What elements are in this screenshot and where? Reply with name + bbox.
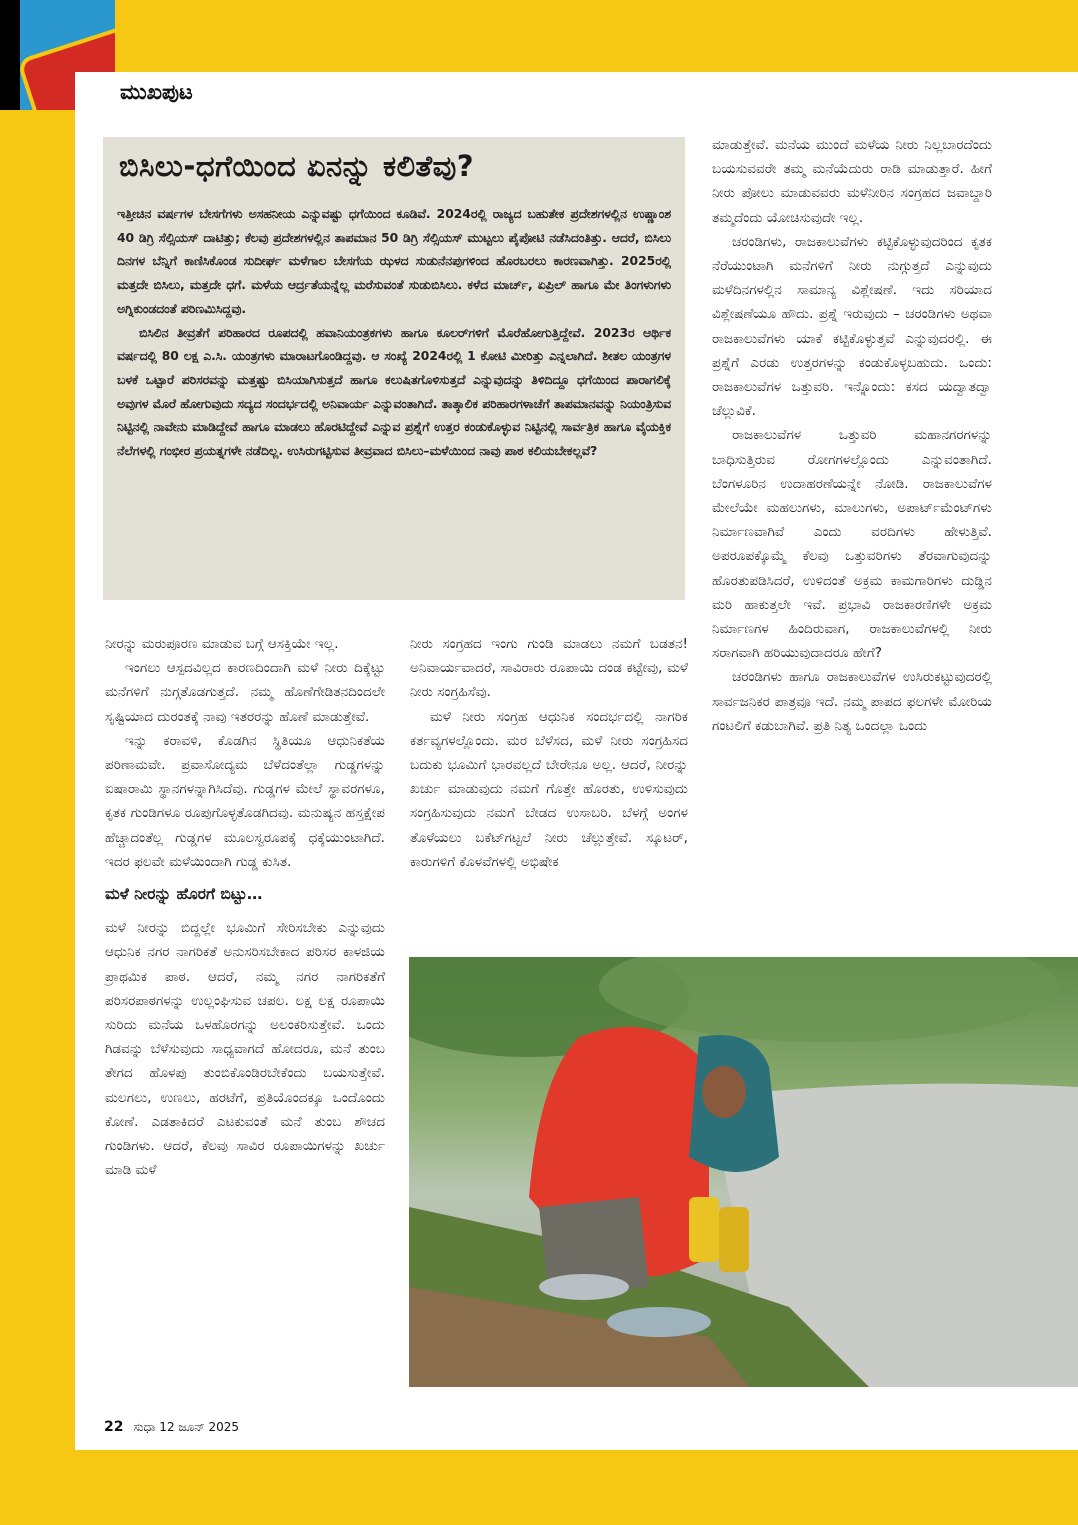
paragraph: ಮಳೆ ನೀರು ಸಂಗ್ರಹ ಆಧುನಿಕ ಸಂದರ್ಭದಲ್ಲಿ ನಾಗರಿಕ ಕರ್ತವ್ಯಗಳಲ್ಲೊಂದು. ಮರ ಬೆಳೆಸದ, ಮಳೆ ನೀರು ಸಂಗ್ರಹಿಸದ ಬದುಕು ಭೂಮಿಗೆ ಭಾರವಲ್ಲದೆ ಬೇರೇನೂ ಅಲ್ಲ. ಆದರೆ, ನೀರನ್ನು ಖರ್ಚು ಮಾಡುವುದು ನಮಗೆ ಗೊತ್ತೇ ಹೊರತು, ಉಳಿಸುವುದು ಸಂಗ್ರಹಿಸುವುದು ನಮಗೆ ಬೇಡದ ಉಸಾಬರಿ. ಬೆಳಗ್ಗೆ ಅಂಗಳ ತೊಳೆಯಲು ಬಕೆಟ್‌ಗಟ್ಟಲೆ ನೀರು ಚೆಲ್ಲುತ್ತೇವೆ. ಸ್ಕೂಟರ್, ಕಾರುಗಳಿಗೆ ಕೊಳವೆಗಳಲ್ಲಿ ಅಭಿಷೇಕ <box>410 708 688 870</box>
highlight-box <box>103 137 685 600</box>
column-3 <box>712 133 992 738</box>
issue-info: ಸುಧಾ 12 ಜೂನ್ 2025 <box>133 1420 240 1434</box>
children-in-rain-photo <box>409 957 1078 1387</box>
paragraph: ಇಂಗಲು ಆಸ್ಪದವಿಲ್ಲದ ಕಾರಣದಿಂದಾಗಿ ಮಳೆ ನೀರು ದಿಕ್ಕೆಟ್ಟು ಮನೆಗಳಿಗೆ ನುಗ್ಗತೊಡಗುತ್ತದೆ. ನಮ್ಮ ಹೊಣೆಗೇಡಿತನದಿಂದಲೇ ಸೃಷ್ಟಿಯಾದ ದುರಂತಕ್ಕೆ ನಾವು ಇತರರನ್ನು ಹೊಣೆ ಮಾಡುತ್ತೇವೆ. <box>105 660 385 725</box>
page-footer <box>104 1419 239 1435</box>
paragraph: ಇನ್ನು ಕರಾವಳಿ, ಕೊಡಗಿನ ಸ್ಥಿತಿಯೂ ಆಧುನಿಕತೆಯ ಪರಿಣಾಮವೇ. ಪ್ರವಾಸೋದ್ಯಮ ಬೆಳೆದಂತೆಲ್ಲಾ ಗುಡ್ಡಗಳನ್ನು ಐಷಾರಾಮಿ ಸ್ಥಾನಗಳನ್ನಾಗಿಸಿದೆವು. ಗುಡ್ಡಗಳ ಮೇಲೆ ಸ್ಥಾವರಗಳೂ, ಕೃತಕ ಗುಂಡಿಗಳೂ ರೂಪುಗೊಳ್ಳತೊಡಗಿದವು. ಮನುಷ್ಯನ ಹಸ್ತಕ್ಷೇಪ ಹೆಚ್ಚಾದಂತೆಲ್ಲ ಗುಡ್ಡಗಳ ಮೂಲಸ್ವರೂಪಕ್ಕೆ ಧಕ್ಕೆಯುಂಟಾಗಿದೆ. ಇದರ ಫಲವೇ ಮಳೆಯಿಂದಾಗಿ ಗುಡ್ಡ ಕುಸಿತ. <box>105 732 385 870</box>
paragraph: ನೀರು ಸಂಗ್ರಹದ ಇಂಗು ಗುಂಡಿ ಮಾಡಲು ನಮಗೆ ಬಡತನ! ಅನಿವಾರ್ಯವಾದರೆ, ಸಾವಿರಾರು ರೂಪಾಯಿ ದಂಡ ಕಟ್ಟೇವು, ಮಳೆ ನೀರು ಸಂಗ್ರಹಿಸೆವು. <box>410 636 688 701</box>
paragraph: ಚರಂಡಿಗಳು, ರಾಜಕಾಲುವೆಗಳು ಕಟ್ಟಿಕೊಳ್ಳುವುದರಿಂದ ಕೃತಕ ನೆರೆಯುಂಟಾಗಿ ಮನೆಗಳಿಗೆ ನೀರು ನುಗ್ಗುತ್ತದೆ ಎನ್ನುವುದು ಮಳೆದಿನಗಳಲ್ಲಿನ ಸಾಮಾನ್ಯ ವಿಶ್ಲೇಷಣೆ. ಇದು ಸರಿಯಾದ ವಿಶ್ಲೇಷಣೆಯೂ ಹೌದು. ಪ್ರಶ್ನೆ ಇರುವುದು – ಚರಂಡಿಗಳು ಅಥವಾ ರಾಜಕಾಲುವೆಗಳು ಯಾಕೆ ಕಟ್ಟಿಕೊಳ್ಳುತ್ತವೆ ಎನ್ನುವುದರಲ್ಲಿ. ಈ ಪ್ರಶ್ನೆಗೆ ಎರಡು ಉತ್ತರಗಳನ್ನು ಕಂಡುಕೊಳ್ಳಬಹುದು. ಒಂದು: ರಾಜಕಾಲುವೆಗಳ ಒತ್ತುವರಿ. ಇನ್ನೊಂದು: ಕಸದ ಯದ್ವಾತದ್ವಾ ಚೆಲ್ಲುವಿಕೆ. <box>712 233 992 420</box>
box-paragraph: ಇತ್ತೀಚಿನ ವರ್ಷಗಳ ಬೇಸಗೆಗಳು ಅಸಹನೀಯ ಎನ್ನುವಷ್ಟು ಧಗೆಯಿಂದ ಕೂಡಿವೆ. 2024ರಲ್ಲಿ ರಾಜ್ಯದ ಬಹುತೇಕ ಪ್ರದೇಶಗಳಲ್ಲಿನ ಉಷ್ಣಾಂಶ 40 ಡಿಗ್ರಿ ಸೆಲ್ಸಿಯಸ್ ದಾಟಿತ್ತು; ಕೆಲವು ಪ್ರದೇಶಗಳಲ್ಲಿನ ತಾಪಮಾನ 50 ಡಿಗ್ರಿ ಸೆಲ್ಸಿಯಸ್ ಮುಟ್ಟಲು ಪೈಪೋಟಿ ನಡೆಸಿದಂತಿತ್ತು. ಆದರೆ, ಬಿಸಿಲು ದಿನಗಳ ಬೆನ್ನಿಗೆ ಕಾಣಿಸಿಕೊಂಡ ಸುದೀರ್ಘ ಮಳೆಗಾಲ ಬೇಸಗೆಯ ಝಳದ ಸುಡುನೆನಪುಗಳಿಂದ ಹೊರಬರಲು ಕಾರಣವಾಗಿತ್ತು. 2025ರಲ್ಲಿ ಮತ್ತದೇ ಬಿಸಿಲು, ಮತ್ತದೇ ಧಗೆ. ಮಳೆಯ ಆರ್ದ್ರತೆಯನ್ನೆಲ್ಲ ಮರೆಸುವಂತೆ ಸುಡುಬಿಸಿಲು. ಕಳೆದ ಮಾರ್ಚ್, ಏಪ್ರಿಲ್ ಹಾಗೂ ಮೇ ತಿಂಗಳುಗಳು ಅಗ್ನಿಕುಂಡದಂತೆ ಪರಿಣಮಿಸಿದ್ದವು. <box>117 207 671 316</box>
subheading: ಮಳೆ ನೀರನ್ನು ಹೊರಗೆ ಬಿಟ್ಟು… <box>105 885 263 904</box>
box-paragraph: ಬಿಸಿಲಿನ ತೀವ್ರತೆಗೆ ಪರಿಹಾರದ ರೂಪದಲ್ಲಿ ಹವಾನಿಯಂತ್ರಕಗಳು ಹಾಗೂ ಕೂಲರ್‌ಗಳಿಗೆ ಮೊರೆಹೋಗುತ್ತಿದ್ದೇವೆ. 2023ರ ಆರ್ಥಿಕ ವರ್ಷದಲ್ಲಿ 80 ಲಕ್ಷ ಎ.ಸಿ. ಯಂತ್ರಗಳು ಮಾರಾಟಗೊಂಡಿದ್ದವು. ಆ ಸಂಖ್ಯೆ 2024ರಲ್ಲಿ 1 ಕೋಟಿ ಮೀರಿತ್ತು ಎನ್ನಲಾಗಿದೆ. ಶೀತಲ ಯಂತ್ರಗಳ ಬಳಕೆ ಒಟ್ಟಾರೆ ಪರಿಸರವನ್ನು ಮತ್ತಷ್ಟು ಬಿಸಿಯಾಗಿಸುತ್ತದೆ ಹಾಗೂ ಕಲುಷಿತಗೊಳಿಸುತ್ತದೆ ಎನ್ನುವುದನ್ನು ತಿಳಿದಿದ್ದೂ ಧಗೆಯಿಂದ ಪಾರಾಗಲಿಕ್ಕೆ ಅವುಗಳ ಮೊರೆ ಹೋಗುವುದು ಸದ್ಯದ ಸಂದರ್ಭದಲ್ಲಿ ಅನಿವಾರ್ಯ ಎನ್ನುವಂತಾಗಿದೆ. ತಾತ್ಕಾಲಿಕ ಪರಿಹಾರಗಳಾಚೆಗೆ ತಾಪಮಾನವನ್ನು ನಿಯಂತ್ರಿಸುವ ನಿಟ್ಟಿನಲ್ಲಿ ನಾವೇನು ಮಾಡಿದ್ದೇವೆ ಹಾಗೂ ಮಾಡಲು ಹೊರಟಿದ್ದೇವೆ ಎನ್ನುವ ಪ್ರಶ್ನೆಗೆ ಉತ್ತರ ಕಂಡುಕೊಳ್ಳುವ ನಿಟ್ಟಿನಲ್ಲಿ ಸಾರ್ವತ್ರಿಕ ಹಾಗೂ ವೈಯಕ್ತಿಕ ನೆಲೆಗಳಲ್ಲಿ ಗಂಭೀರ ಪ್ರಯತ್ನಗಳೇ ನಡೆದಿಲ್ಲ. ಉಸಿರುಗಟ್ಟಿಸುವ ತೀವ್ರವಾದ ಬಿಸಿಲು–ಮಳೆಯಿಂದ ನಾವು ಪಾಠ ಕಲಿಯಬೇಕಲ್ಲವೆ? <box>117 325 671 459</box>
paragraph: ಮಳೆ ನೀರನ್ನು ಬಿದ್ದಲ್ಲೇ ಭೂಮಿಗೆ ಸೇರಿಸಬೇಕು ಎನ್ನುವುದು ಆಧುನಿಕ ನಗರ ನಾಗರಿಕತೆ ಅನುಸರಿಸಬೇಕಾದ ಪರಿಸರ ಕಾಳಜಿಯ ಪ್ರಾಥಮಿಕ ಪಾಠ. ಆದರೆ, ನಮ್ಮ ನಗರ ನಾಗರಿಕತೆಗೆ ಪರಿಸರಪಾಠಗಳನ್ನು ಉಲ್ಲಂಘಿಸುವ ಚಪಲ. ಲಕ್ಷ ಲಕ್ಷ ರೂಪಾಯಿ ಸುರಿದು ಮನೆಯ ಒಳಹೊರಗನ್ನು ಅಲಂಕರಿಸುತ್ತೇವೆ. ಒಂದು ಗಿಡವನ್ನು ಬೆಳೆಸುವುದು ಸಾಧ್ಯವಾಗದೆ ಹೋದರೂ, ಮನೆ ತುಂಬ ತೇಗದ ಹೊಳಪು ತುಂಬಿಕೊಂಡಿರಬೇಕೆಂದು ಬಯಸುತ್ತೇವೆ. ಮಲಗಲು, ಉಣಲು, ಹರಟೆಗೆ, ಪ್ರತಿಯೊಂದಕ್ಕೂ ಒಂದೊಂದು ಕೋಣೆ. ಎಡತಾಕಿದರೆ ಎಟಕುವಂತೆ ಮನೆ ತುಂಬ ಶೌಚದ ಗುಂಡಿಗಳು. ಆದರೆ, ಕೆಲವು ಸಾವಿರ ರೂಪಾಯಿಗಳನ್ನು ಖರ್ಚು ಮಾಡಿ ಮಳೆ <box>105 920 385 1179</box>
paragraph: ಚರಂಡಿಗಳು ಹಾಗೂ ರಾಜಕಾಲುವೆಗಳ ಉಸಿರುಕಟ್ಟುವುದರಲ್ಲಿ ಸಾರ್ವಜನಿಕರ ಪಾತ್ರವೂ ಇದೆ. ನಮ್ಮ ಪಾಪದ ಫಲಗಳೇ ಮೋರಿಯ ಗಂಟಲಿಗೆ ಕಡುಬಾಗಿವೆ. ಪ್ರತಿ ನಿತ್ಯ ಒಂದಲ್ಲಾ ಒಂದು <box>712 669 992 734</box>
column-1 <box>105 632 385 1182</box>
paragraph: ನೀರನ್ನು ಮರುಪೂರಣ ಮಾಡುವ ಬಗ್ಗೆ ಆಸಕ್ತಿಯೇ ಇಲ್ಲ. <box>105 636 339 652</box>
paragraph: ರಾಜಕಾಲುವೆಗಳ ಒತ್ತುವರಿ ಮಹಾನಗರಗಳನ್ನು ಬಾಧಿಸುತ್ತಿರುವ ರೋಗಗಳಲ್ಲೊಂದು ಎನ್ನುವಂತಾಗಿದೆ. ಬೆಂಗಳೂರಿನ ಉದಾಹರಣೆಯನ್ನೇ ನೋಡಿ. ರಾಜಕಾಲುವೆಗಳ ಮೇಲೆಯೇ ಮಹಲುಗಳು, ಮಾಲುಗಳು, ಅಪಾರ್ಟ್‌ಮೆಂಟ್‌ಗಳು ನಿರ್ಮಾಣವಾಗಿವೆ ಎಂದು ವರದಿಗಳು ಹೇಳುತ್ತಿವೆ. ಅಪರೂಪಕ್ಕೊಮ್ಮೆ ಕೆಲವು ಒತ್ತುವರಿಗಳು ತೆರವಾಗುವುದನ್ನು ಹೊರತುಪಡಿಸಿದರೆ, ಉಳಿದಂತೆ ಅಕ್ರಮ ಕಾಮಗಾರಿಗಳು ದುಡ್ಡಿನ ಮರಿ ಹಾಕುತ್ತಲೇ ಇವೆ. ಪ್ರಭಾವಿ ರಾಜಕಾರಣಿಗಳೇ ಅಕ್ರಮ ನಿರ್ಮಾಣಗಳ ಹಿಂದಿರುವಾಗ, ರಾಜಕಾಲುವೆಗಳಲ್ಲಿ ನೀರು ಸರಾಗವಾಗಿ ಹರಿಯುವುದಾದರೂ ಹೇಗೆ? <box>712 427 992 662</box>
box-title: ಬಿಸಿಲು-ಧಗೆಯಿಂದ ಏನನ್ನು ಕಲಿತೆವು? <box>119 149 475 183</box>
corner-strip <box>0 0 20 110</box>
section-label: ಮುಖಪುಟ <box>120 80 193 104</box>
page-number: 22 <box>104 1419 124 1435</box>
column-2 <box>410 632 688 874</box>
paragraph: ಮಾಡುತ್ತೇವೆ. ಮನೆಯ ಮುಂದೆ ಮಳೆಯ ನೀರು ನಿಲ್ಲಬಾರದೆಂದು ಬಯಸುವವರೇ ತಮ್ಮ ಮನೆಯೆದುರು ರಾಡಿ ಮಾಡುತ್ತಾರೆ. ಹೀಗೆ ನೀರು ಪೋಲು ಮಾಡುವವರು ಮಳೆನೀರಿನ ಸಂಗ್ರಹದ ಜವಾಬ್ದಾರಿ ತಮ್ಮದೆಂದು ಯೋಚಿಸುವುದೇ ಇಲ್ಲ. <box>712 137 992 226</box>
box-body <box>117 203 671 464</box>
